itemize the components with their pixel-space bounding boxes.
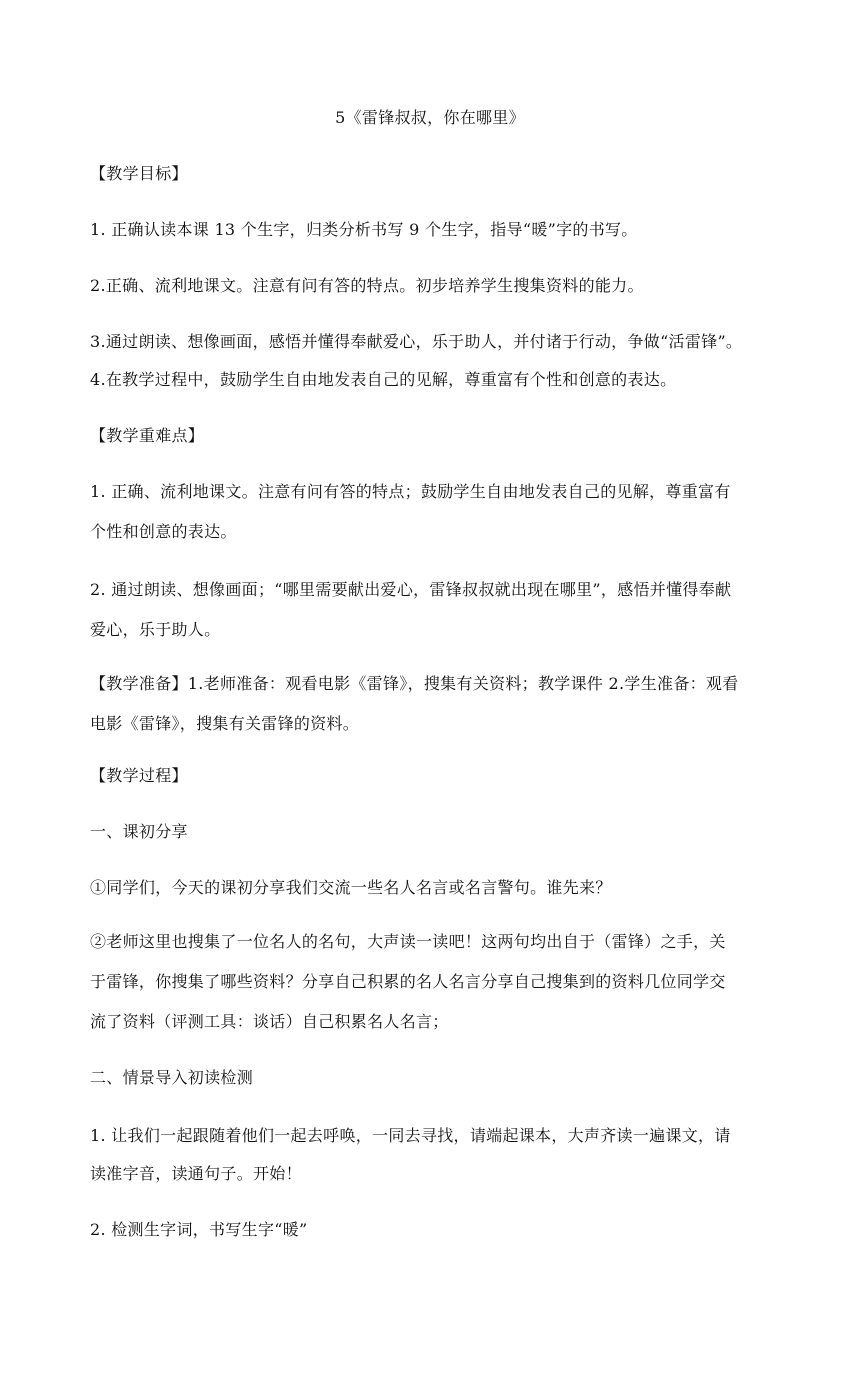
- paragraph-line: 流了资料（评测工具：谈话）自己积累名人名言；: [90, 1012, 449, 1031]
- paragraph-line: ①同学们，今天的课初分享我们交流一些名人名言或名言警句。谁先来？: [90, 878, 612, 897]
- heading-key-points: 【教学重难点】: [90, 426, 205, 445]
- paragraph-line: 1. 让我们一起跟随着他们一起去呼唤，一同去寻找，请端起课本，大声齐读一遍课文，请: [90, 1126, 731, 1145]
- goal-item: 2.正确、流利地课文。注意有问有答的特点。初步培养学生搜集资料的能力。: [90, 276, 644, 295]
- goal-item: 1. 正确认读本课 13 个生字，归类分析书写 9 个生字，指导“暖”字的书写。: [90, 220, 638, 239]
- keypoint-line: 2. 通过朗读、想像画面；“哪里需要献出爱心，雷锋叔叔就出现在哪里”，感悟并懂得奉献: [90, 580, 732, 599]
- heading-teaching-process: 【教学过程】: [90, 766, 188, 785]
- heading-teaching-goals: 【教学目标】: [90, 164, 188, 183]
- paragraph-line: 2. 检测生字词，书写生字“暖”: [90, 1220, 308, 1239]
- paragraph-line: ②老师这里也搜集了一位名人的名句，大声读一读吧！这两句均出自于（雷锋）之手，关: [90, 932, 726, 951]
- goal-item: 3.通过朗读、想像画面，感悟并懂得奉献爱心，乐于助人，并付诸于行动，争做“活雷锋”。: [90, 332, 743, 351]
- paragraph-line: 读准字音，读通句子。开始！: [90, 1164, 302, 1183]
- paragraph-line: 于雷锋，你搜集了哪些资料？分享自己积累的名人名言分享自己搜集到的资料几位同学交: [90, 972, 726, 991]
- section-title: 一、课初分享: [90, 822, 188, 841]
- section-title: 二、情景导入初读检测: [90, 1068, 254, 1087]
- keypoint-line: 个性和创意的表达。: [90, 522, 237, 541]
- teaching-preparation-line: 【教学准备】1.老师准备：观看电影《雷锋》，搜集有关资料；教学课件 2.学生准备：观看: [90, 674, 739, 693]
- keypoint-line: 1. 正确、流利地课文。注意有问有答的特点；鼓励学生自由地发表自己的见解，尊重富有: [90, 482, 731, 501]
- document-title: 5《雷锋叔叔，你在哪里》: [335, 108, 525, 127]
- keypoint-line: 爱心，乐于助人。: [90, 620, 221, 639]
- teaching-preparation-line: 电影《雷锋》，搜集有关雷锋的资料。: [90, 714, 360, 733]
- goal-item: 4.在教学过程中，鼓励学生自由地发表自己的见解，尊重富有个性和创意的表达。: [90, 370, 677, 389]
